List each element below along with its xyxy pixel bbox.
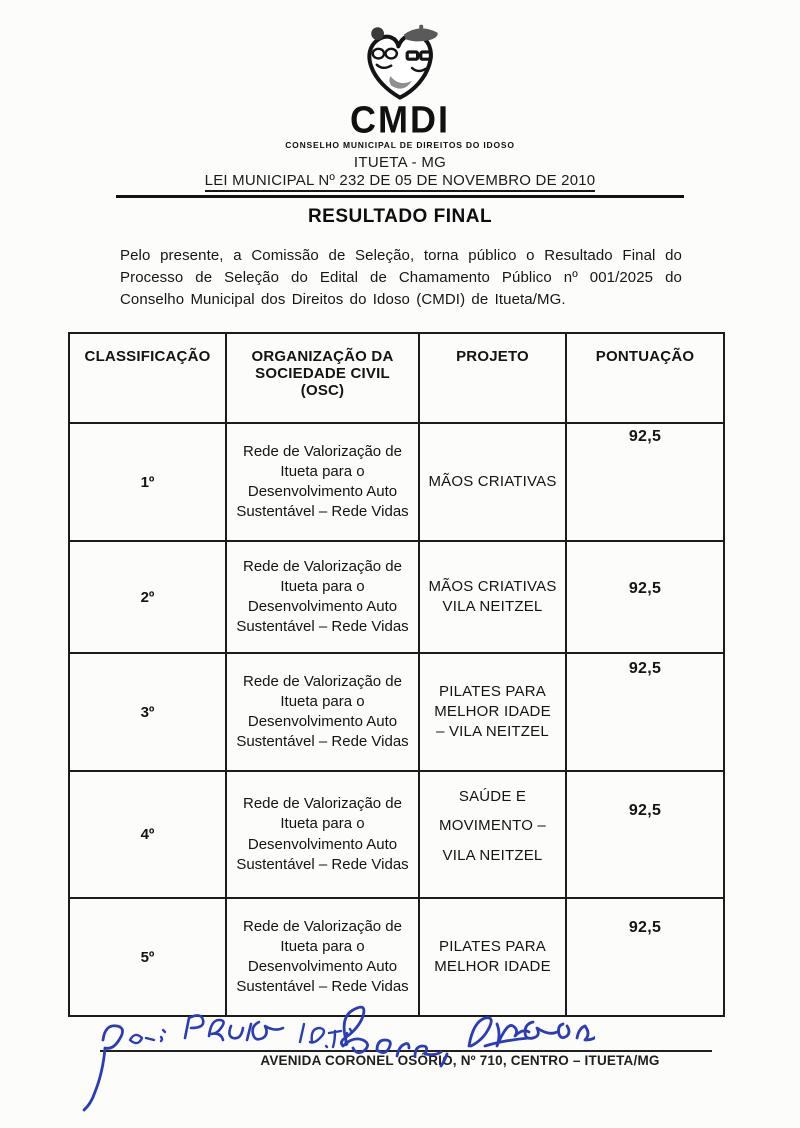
rank-cell: 1º — [69, 423, 226, 541]
cmdi-elderly-couple-heart-logo-icon — [325, 20, 475, 100]
org-abbreviation: CMDI — [350, 97, 450, 141]
osc-cell: Rede de Valorização de Itueta para o Desenvolvimento Auto Sustentável – Rede Vidas — [226, 541, 419, 653]
header-divider-rule — [116, 195, 684, 198]
municipal-law-line: LEI MUNICIPAL Nº 232 DE 05 DE NOVEMBRO DE 2010 — [205, 172, 596, 192]
score-cell: 92,5 — [566, 541, 724, 653]
table-row — [69, 541, 724, 653]
document-title: RESULTADO FINAL — [307, 206, 493, 227]
score-cell: 92,5 — [566, 423, 724, 541]
osc-cell: Rede de Valorização de Itueta para o Desenvolvimento Auto Sustentável – Rede Vidas — [226, 423, 419, 541]
osc-cell: Rede de Valorização de Itueta para o Desenvolvimento Auto Sustentável – Rede Vidas — [226, 653, 419, 771]
column-header-projeto: PROJETO — [419, 333, 566, 423]
document-header — [0, 20, 800, 228]
intro-paragraph: Pelo presente, a Comissão de Seleção, torna público o Resultado Final do Processo de Seleção do Edital de Chamamento Público nº 001/2025 do Conselho Municipal dos Direitos do Idoso (CMDI) de Itueta/MG. — [120, 247, 682, 309]
signature-stroke — [185, 1015, 283, 1040]
score-cell: 92,5 — [566, 898, 724, 1016]
signature-stroke — [84, 1026, 123, 1110]
project-cell: PILATES PARA MELHOR IDADE – VILA NEITZEL — [419, 653, 566, 771]
signature-stroke — [341, 1007, 447, 1066]
column-header-pontuacao: PONTUAÇÃO — [566, 333, 724, 423]
rank-cell: 3º — [69, 653, 226, 771]
signature-stroke — [130, 1030, 165, 1043]
project-cell: MÃOS CRIATIVAS — [419, 423, 566, 541]
rank-cell: 2º — [69, 541, 226, 653]
signature-stroke — [469, 1018, 595, 1046]
osc-cell: Rede de Valorização de Itueta para o Desenvolvimento Auto Sustentável – Rede Vidas — [226, 898, 419, 1016]
score-cell: 92,5 — [566, 653, 724, 771]
project-cell: PILATES PARA MELHOR IDADE — [419, 898, 566, 1016]
table-header-row — [69, 333, 724, 423]
project-cell: SAÚDE E MOVIMENTO – VILA NEITZEL — [419, 771, 566, 898]
rank-cell: 5º — [69, 898, 226, 1016]
table-row — [69, 653, 724, 771]
table-row — [69, 423, 724, 541]
column-header-osc: ORGANIZAÇÃO DA SOCIEDADE CIVIL (OSC) — [226, 333, 419, 423]
osc-cell: Rede de Valorização de Itueta para o Desenvolvimento Auto Sustentável – Rede Vidas — [226, 771, 419, 898]
score-cell: 92,5 — [566, 771, 724, 898]
column-header-classificacao: CLASSIFICAÇÃO — [69, 333, 226, 423]
handwritten-signatures — [75, 998, 595, 1126]
results-table — [68, 332, 725, 1017]
org-full-name: CONSELHO MUNICIPAL DE DIREITOS DO IDOSO — [285, 140, 515, 150]
rank-cell: 4º — [69, 771, 226, 898]
city-state: ITUETA - MG — [353, 154, 447, 171]
table-row — [69, 771, 724, 898]
footer-address: AVENIDA CORONEL OSÓRIO, Nº 710, CENTRO – ITUETA/MG — [260, 1053, 660, 1068]
project-cell: MÃOS CRIATIVAS VILA NEITZEL — [419, 541, 566, 653]
